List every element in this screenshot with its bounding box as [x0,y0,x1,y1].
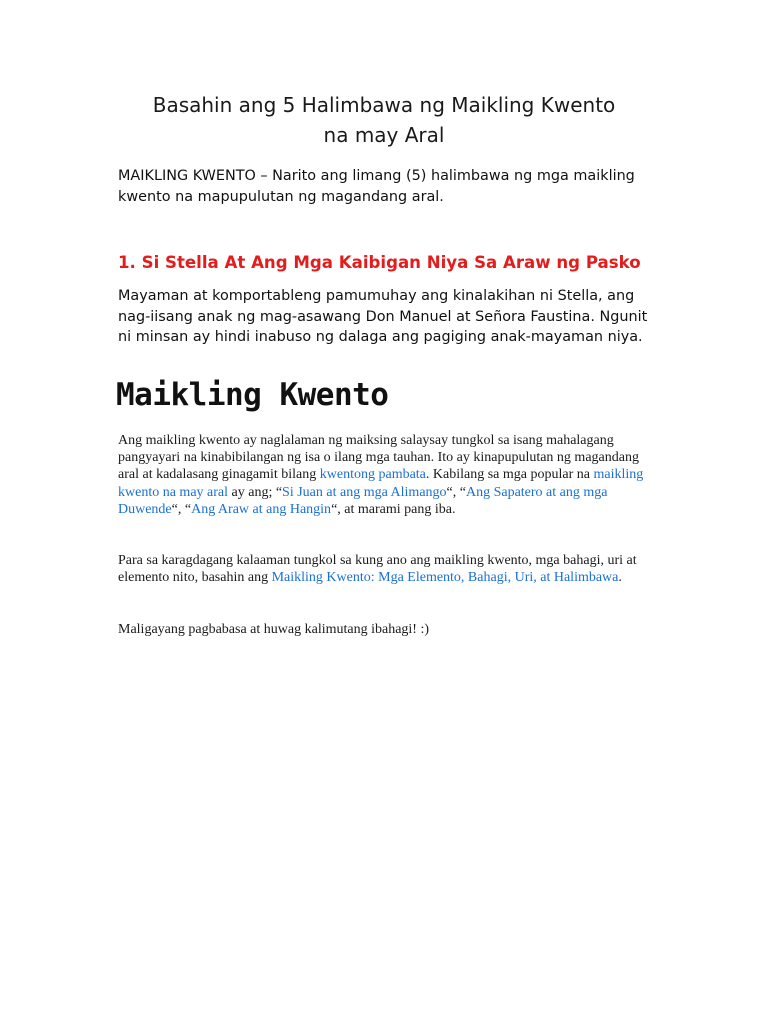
title-line-1: Basahin ang 5 Halimbawa ng Maikling Kwento [152,93,616,117]
story-excerpt: Mayaman at komportableng pamumuhay ang kinalakihan ni Stella, ang nag-iisang anak ng mag-asawang Don Manuel at Señora Faustina. Ngunit ni minsan ay hindi inabuso ng dalaga ang pagiging anak-mayaman niya. [118,288,648,345]
paragraph-text: “, at marami pang iba. [331,501,456,517]
paragraph-text: . [618,570,622,586]
definition-paragraph [118,432,658,518]
link-ang-araw-at-hangin[interactable]: Ang Araw at ang Hangin [191,501,332,517]
link-maikling-kwento-elemento[interactable]: Maikling Kwento: Mga Elemento, Bahagi, Uri, at Halimbawa [271,570,619,586]
paragraph-text: Para sa karagdagang kalaaman tungkol sa kung ano ang maikling kwento, mga bahagi, uri at elemento nito, basahin ang [118,553,637,586]
story-heading: 1. Si Stella At Ang Mga Kaibigan Niya Sa Araw ng Pasko [118,253,641,272]
paragraph-text: “, “ [171,501,192,517]
link-ang-sapatero[interactable]: Ang Sapatero at ang mga Duwende [118,484,608,517]
more-info-paragraph [118,552,658,586]
title-line-2: na may Aral [323,123,445,147]
closing-paragraph: Maligayang pagbabasa at huwag kalimutang ibahagi! :) [118,622,430,637]
paragraph-text: ay ang; “ [228,484,283,500]
page-title [118,90,650,150]
paragraph-text: Ang maikling kwento ay naglalaman ng maiksing salaysay tungkol sa isang mahalagang pangyayari na kinabibilangan ng isa o ilang mga tauhan. Ito ay kinapupulutan ng magandang aral at kadalasang ginagamit bilang [118,433,639,483]
link-maikling-kwento-na-may-aral[interactable]: maikling kwento na may aral [118,467,644,500]
link-kwentong-pambata[interactable]: kwentong pambata [319,467,426,483]
paragraph-text: . Kabilang sa mga popular na [425,467,594,483]
link-si-juan[interactable]: Si Juan at ang mga Alimango [282,484,447,500]
section-heading: Maikling Kwento [116,377,389,413]
paragraph-text: “, “ [446,484,466,500]
intro-paragraph: MAIKLING KWENTO – Narito ang limang (5) halimbawa ng mga maikling kwento na mapupulutan ng magandang aral. [118,168,635,205]
